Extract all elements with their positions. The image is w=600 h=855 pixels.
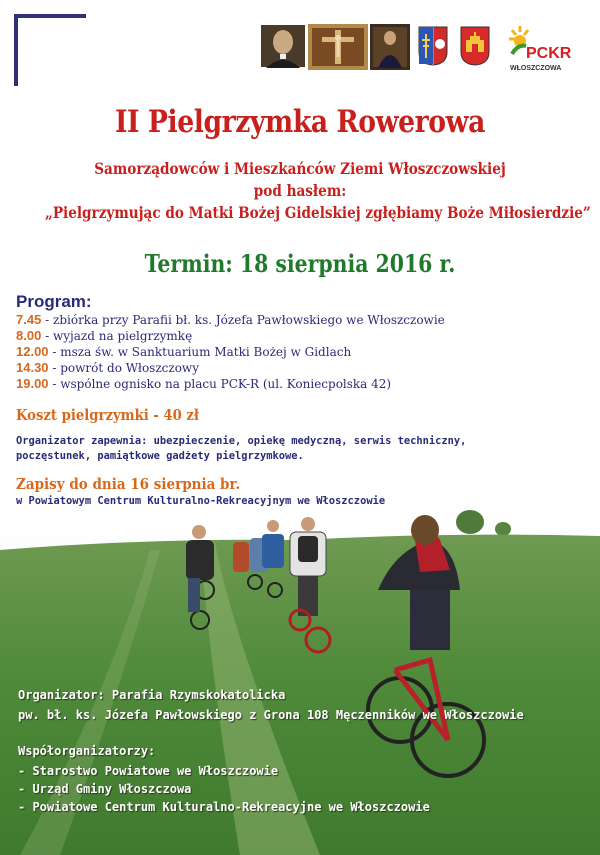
- event-date: Termin: 18 sierpnia 2016 r.: [144, 249, 456, 278]
- subtitle-motto-label: pod hasłem:: [253, 181, 347, 200]
- poster-title: II Pielgrzymka Rowerowa: [114, 104, 486, 140]
- footer-organizer-line2: pw. bł. ks. Józefa Pawłowskiego z Grona 108 Męczenników we Włoszczowie: [18, 708, 524, 722]
- gmina-coat-of-arms-icon: [460, 26, 490, 66]
- subtitle-organizers: Samorządowców i Mieszkańców Ziemi Włoszczowskiej: [94, 159, 506, 178]
- footer-coorganizer-item: - Urząd Gminy Włoszczowa: [18, 782, 192, 796]
- powiat-coat-of-arms-icon: [418, 26, 448, 66]
- cost-heading: Koszt pielgrzymki - 40 zł: [16, 406, 199, 424]
- pckr-logo-icon: [508, 24, 572, 72]
- subtitle-motto: „Pielgrzymując do Matki Bożej Gidelskiej zgłębiamy Boże Miłosierdzie”: [45, 203, 591, 222]
- corner-bracket-top-left-vertical: [14, 14, 18, 86]
- registration-place: w Powiatowym Centrum Kulturalno-Rekreacyjnym we Włoszczowie: [16, 495, 386, 507]
- madonna-icon: [370, 24, 410, 70]
- organizer-provides-line2: poczęstunek, pamiątkowe gadżety pielgrzymkowe.: [16, 450, 304, 462]
- program-heading: Program:: [16, 292, 92, 311]
- registration-heading: Zapisy do dnia 16 sierpnia br.: [16, 475, 241, 493]
- crucifix-icon: [308, 24, 368, 70]
- program-time: 12.00: [16, 344, 49, 359]
- pckr-logo-subtext: WŁOSZCZOWA: [510, 65, 562, 72]
- program-desc: - powrót do Włoszczowy: [48, 361, 199, 375]
- program-item: [16, 328, 192, 343]
- program-item: [16, 376, 391, 391]
- program-item: [16, 360, 199, 375]
- program-time: 14.30: [16, 360, 49, 375]
- logos-row: [260, 24, 600, 74]
- program-item: [16, 344, 351, 359]
- footer-organizer-line1: Organizator: Parafia Rzymskokatolicka: [18, 688, 286, 702]
- footer-coorganizers-heading: Współorganizatorzy:: [18, 744, 156, 758]
- program-time: 7.45: [16, 312, 42, 327]
- program-time: 19.00: [16, 376, 49, 391]
- program-time: 8.00: [16, 328, 42, 343]
- saint-portrait-icon: [260, 24, 306, 68]
- organizer-provides-line1: Organizator zapewnia: ubezpieczenie, opiekę medyczną, serwis techniczny,: [16, 435, 467, 447]
- program-desc: - wspólne ognisko na placu PCK-R (ul. Koniecpolska 42): [48, 377, 392, 391]
- footer-coorganizer-item: - Starostwo Powiatowe we Włoszczowie: [18, 764, 279, 778]
- pckr-logo-text: PCKR: [526, 45, 572, 62]
- program-item: [16, 312, 445, 327]
- footer-coorganizer-item: - Powiatowe Centrum Kulturalno-Rekreacyjne we Włoszczowie: [18, 800, 430, 814]
- program-desc: - zbiórka przy Parafii bł. ks. Józefa Pawłowskiego we Włoszczowie: [41, 313, 445, 327]
- program-desc: - wyjazd na pielgrzymkę: [41, 329, 193, 343]
- corner-bracket-top-left: [14, 14, 86, 18]
- program-desc: - msza św. w Sanktuarium Matki Bożej w Gidlach: [48, 345, 352, 359]
